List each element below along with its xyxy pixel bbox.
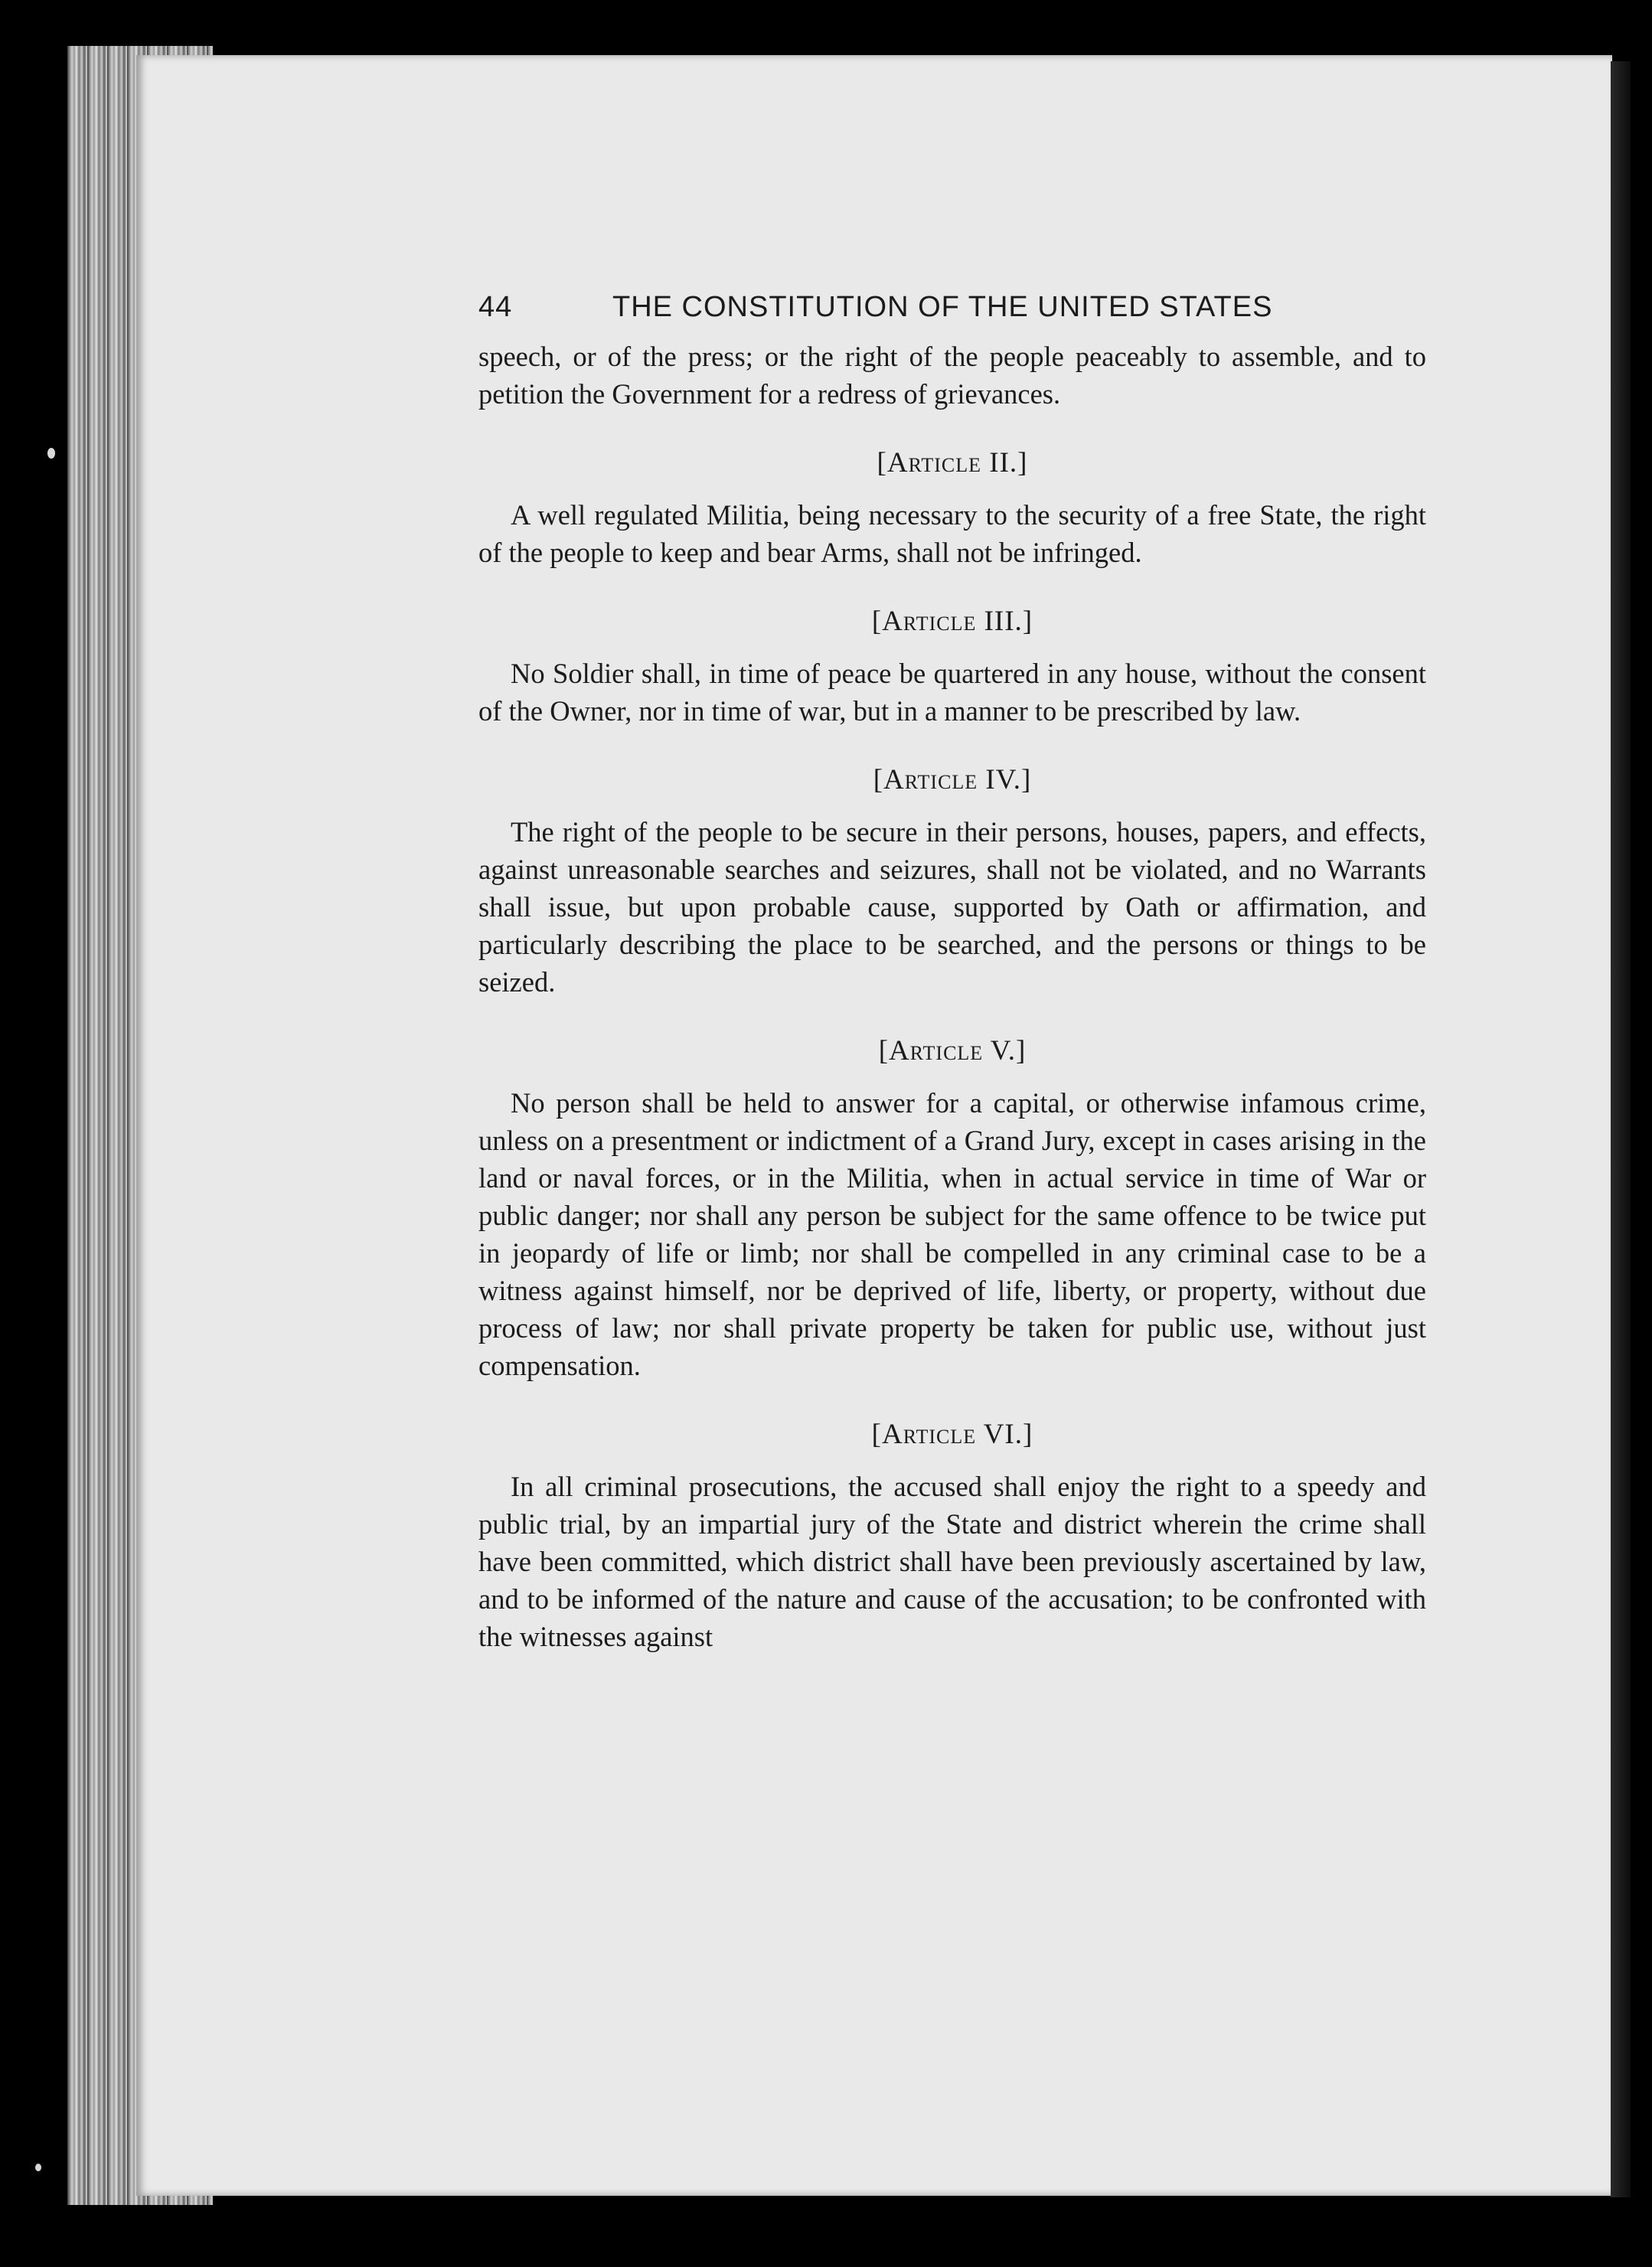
scan-speck [47, 448, 55, 459]
page-text [478, 291, 1426, 1655]
running-head-title: THE CONSTITUTION OF THE UNITED STATES [612, 291, 1273, 323]
paragraph-article-4: The right of the people to be secure in their persons, houses, papers, and effects, against unreasonable searches and seizures, shall not be violated, and no Warrants shall issue, but upon probable cause, supported by Oath or affirmation, and particularly describing the place to be searched, and the persons or things to be seized. [478, 816, 1426, 998]
heading-article-3: [Article III.] [871, 606, 1033, 637]
page-number: 44 [478, 291, 513, 323]
paragraph-article-6: In all criminal prosecutions, the accused shall enjoy the right to a speedy and public trial, by an impartial jury of the State and district wherein the crime shall have been committed, which district shall have been previously ascertained by law, and to be informed of the nature and cause of the accusation; to be confronted with the witnesses against [478, 1471, 1426, 1652]
heading-article-2: [Article II.] [877, 447, 1028, 479]
heading-article-5: [Article V.] [878, 1035, 1027, 1067]
paragraph-article-1-continued: speech, or of the press; or the right of the people peaceably to assemble, and to petition the Government for a redress of grievances. [478, 341, 1426, 410]
heading-article-6: [Article VI.] [871, 1419, 1033, 1450]
running-head [478, 291, 1426, 324]
paragraph-article-5: No person shall be held to answer for a capital, or otherwise infamous crime, unless on a presentment or indictment of a Grand Jury, except in cases arising in the land or naval forces, or in the Militia, when in actual service in time of War or public danger; nor shall any person be subject for the same offence to be twice put in jeopardy of life or limb; nor shall be compelled in any criminal case to be a witness against himself, nor be deprived of life, liberty, or property, without due process of law; nor shall private property be taken for public use, without just compensation. [478, 1087, 1426, 1381]
book-right-edge [1611, 61, 1631, 2197]
paragraph-article-3: No Soldier shall, in time of peace be quartered in any house, without the consent of the Owner, nor in time of war, but in a manner to be prescribed by law. [478, 658, 1426, 727]
heading-article-4: [Article IV.] [873, 764, 1032, 795]
scan-speck [35, 2164, 41, 2171]
paragraph-article-2: A well regulated Militia, being necessary to the security of a free State, the right of the people to keep and bear Arms, shall not be infringed. [478, 499, 1426, 568]
